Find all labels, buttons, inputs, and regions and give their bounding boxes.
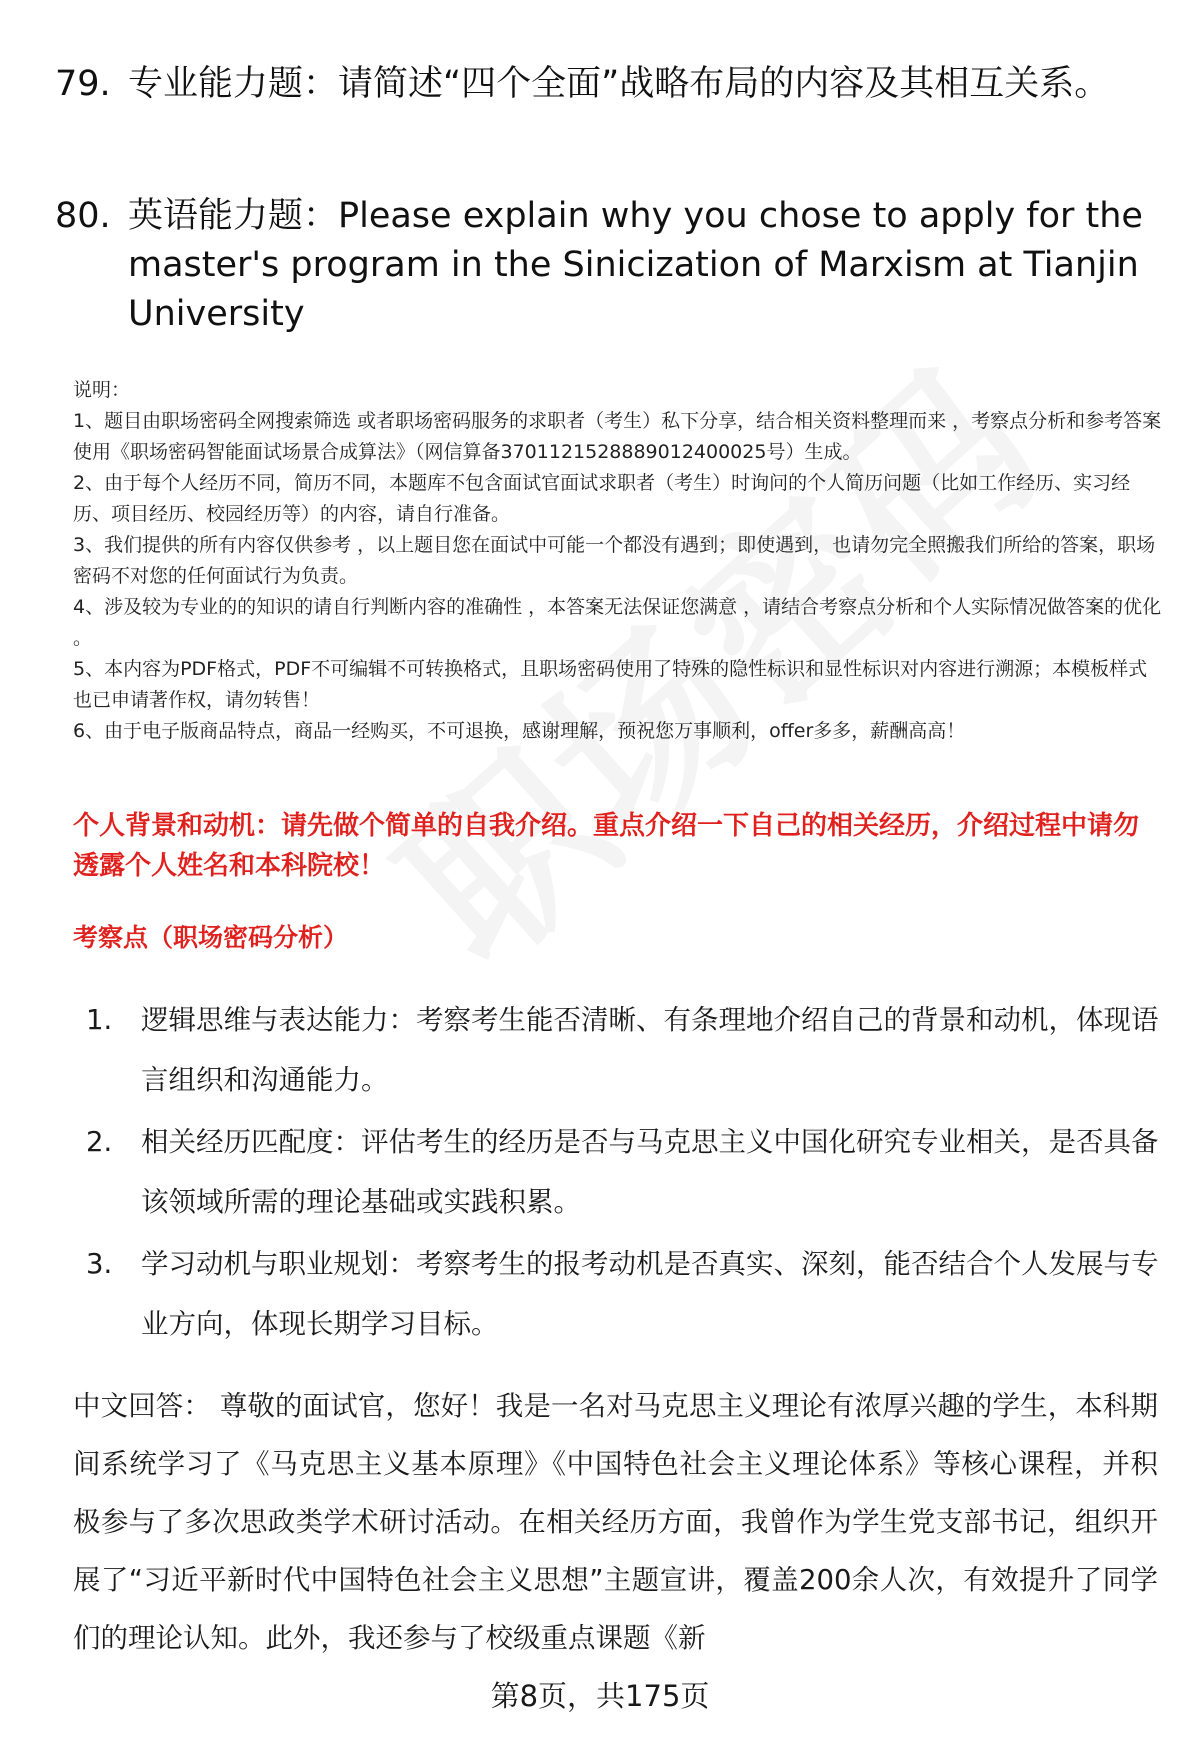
assessment-point — [73, 990, 1163, 1110]
point-number: 3. — [86, 1248, 113, 1280]
note-item: 1、题目由职场密码全网搜索筛选 或者职场密码服务的求职者（考生）私下分享，结合相关资料整理而来 ，考察点分析和参考答案使用《职场密码智能面试场景合成算法》（网信算备3701121528889012400025号）生成。 — [73, 410, 1162, 463]
notes-title: 说明： — [73, 379, 131, 401]
question-text: 英语能力题：Please explain why you chose to apply for the master's program in the Sinicization of Marxism at Tianjin University — [128, 196, 1143, 334]
question-80 — [55, 192, 1145, 339]
chinese-answer: 中文回答： 尊敬的面试官，您好！我是一名对马克思主义理论有浓厚兴趣的学生，本科期间系统学习了《马克思主义基本原理》《中国特色社会主义理论体系》等核心课程，并积极参与了多次思政类学术研讨活动。在相关经历方面，我曾作为学生党支部书记，组织开展了“习近平新时代中国特色社会主义思想”主题宣讲，覆盖200余人次，有效提升了同学们的理论认知。此外，我还参与了校级重点课题《新 — [73, 1390, 1158, 1654]
point-text: 逻辑思维与表达能力：考察考生能否清晰、有条理地介绍自己的背景和动机，体现语言组织和沟通能力。 — [141, 1004, 1159, 1096]
assessment-point — [73, 1112, 1163, 1232]
points-heading: 考察点（职场密码分析） — [73, 923, 349, 952]
assessment-point — [73, 1234, 1163, 1354]
note-item: 3、我们提供的所有内容仅供参考 ，以上题目您在面试中可能一个都没有遇到；即使遇到，也请勿完全照搬我们所给的答案，职场密码不对您的任何面试行为负责。 — [73, 534, 1156, 587]
question-text: 专业能力题：请简述“四个全面”战略布局的内容及其相互关系。 — [128, 64, 1110, 104]
section-heading: 个人背景和动机：请先做个简单的自我介绍。重点介绍一下自己的相关经历，介绍过程中请勿透露个人姓名和本科院校！ — [73, 811, 1140, 881]
point-number: 2. — [86, 1126, 113, 1158]
notes-block — [73, 375, 1163, 747]
question-number: 80. — [55, 196, 111, 236]
question-79 — [55, 60, 1145, 109]
assessment-points-list — [73, 990, 1163, 1356]
note-item: 6、由于电子版商品特点，商品一经购买，不可退换，感谢理解，预祝您万事顺利，offer多多，薪酬高高！ — [73, 720, 966, 742]
page-footer: 第8页，共175页 — [490, 1679, 710, 1713]
note-item: 5、本内容为PDF格式，PDF不可编辑不可转换格式，且职场密码使用了特殊的隐性标识和显性标识对内容进行溯源；本模板样式也已申请著作权，请勿转售！ — [73, 658, 1148, 711]
note-item: 2、由于每个人经历不同，简历不同，本题库不包含面试官面试求职者（考生）时询问的个人简历问题（比如工作经历、实习经历、项目经历、校园经历等）的内容，请自行准备。 — [73, 472, 1131, 525]
point-number: 1. — [86, 1004, 113, 1036]
note-item: 4、涉及较为专业的的知识的请自行判断内容的准确性 ，本答案无法保证您满意 ，请结合考察点分析和个人实际情况做答案的优化 。 — [73, 596, 1162, 649]
point-text: 相关经历匹配度：评估考生的经历是否与马克思主义中国化研究专业相关，是否具备该领域所需的理论基础或实践积累。 — [141, 1126, 1159, 1218]
question-number: 79. — [55, 64, 111, 104]
point-text: 学习动机与职业规划：考察考生的报考动机是否真实、深刻，能否结合个人发展与专业方向，体现长期学习目标。 — [141, 1248, 1159, 1340]
